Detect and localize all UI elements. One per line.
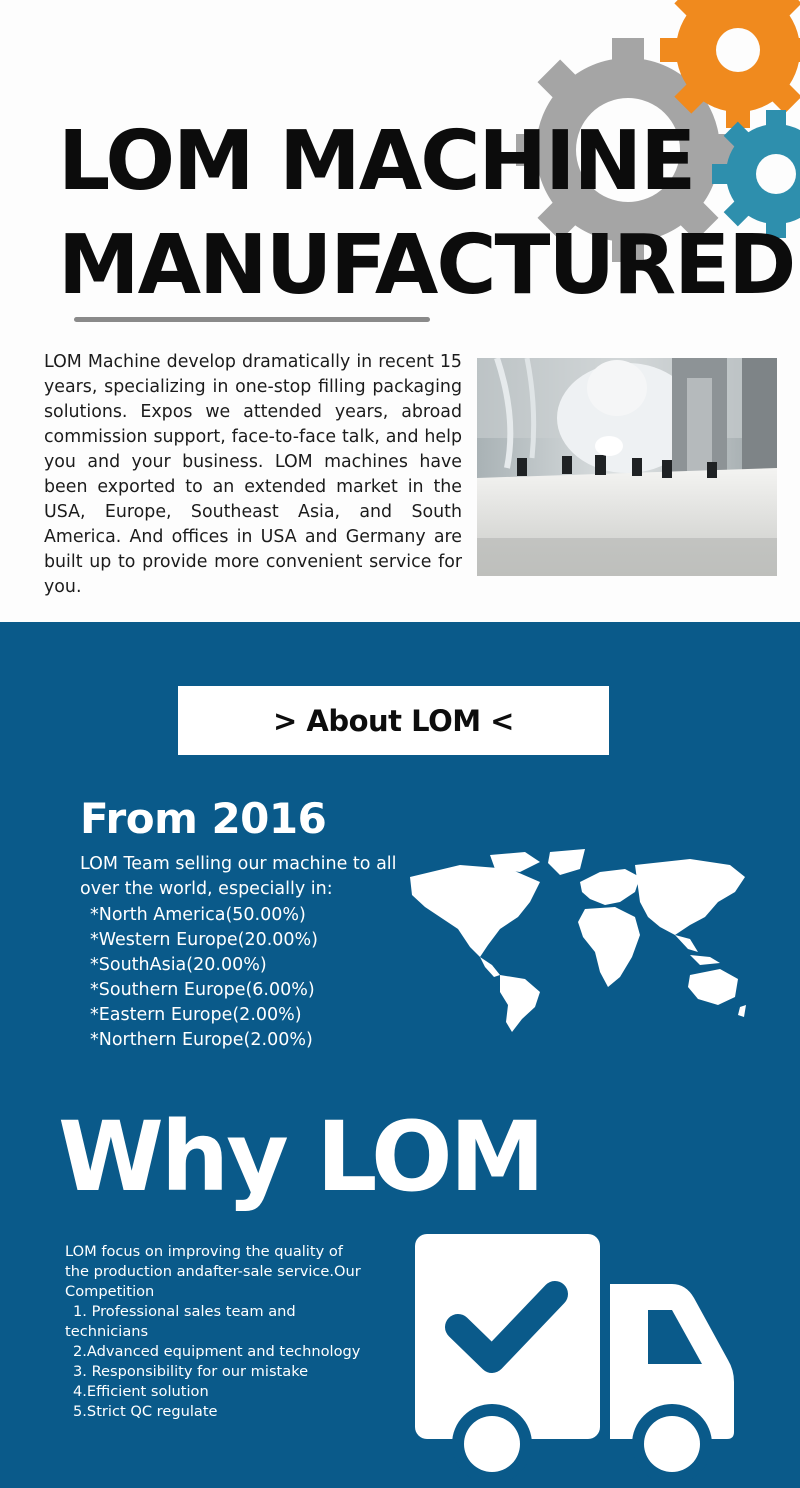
list-item: *Western Europe(20.00%) [90, 930, 319, 950]
why-lom-intro: LOM focus on improving the quality of the production andafter-sale service.Our Competition [65, 1243, 361, 1300]
intro-paragraph: LOM Machine develop dramatically in recent 15 years, specializing in one-stop filling packaging solutions. Expos we attended years, abroad commission support, face-to-face talk, and help you and your business. LOM machines have been exported to an extended market in the USA, Europe, Southeast Asia, and South America. And offices in USA and Germany are built up to provide more convenient service for you. [44, 352, 462, 597]
world-map-icon [400, 847, 750, 1032]
factory-photo [477, 358, 777, 576]
hero-title [58, 110, 798, 318]
list-item: 2.Advanced equipment and technology [73, 1343, 361, 1360]
list-item: *Southern Europe(6.00%) [90, 980, 315, 1000]
list-item: 5.Strict QC regulate [73, 1403, 218, 1420]
market-list [90, 903, 390, 1053]
why-lom-heading: Why LOM [58, 1101, 543, 1213]
about-lom-label: > About LOM < [273, 703, 514, 738]
about-lom-button[interactable] [178, 686, 609, 755]
about-section [0, 622, 800, 1488]
hero-title-line-1: LOM MACHINE [58, 114, 695, 209]
list-item: *North America(50.00%) [90, 905, 306, 925]
since-heading: From 2016 [80, 794, 327, 843]
list-item: *SouthAsia(20.00%) [90, 955, 267, 975]
hero-title-line-2: MANUFACTURED [58, 218, 795, 313]
list-item: *Northern Europe(2.00%) [90, 1030, 313, 1050]
team-paragraph: LOM Team selling our machine to all over the world, especially in: [80, 854, 397, 899]
delivery-truck-check-icon [410, 1232, 740, 1482]
title-divider [74, 317, 430, 322]
list-item: 4.Efficient solution [73, 1383, 209, 1400]
why-lom-text [65, 1242, 365, 1422]
competition-list [65, 1302, 365, 1422]
list-item: 3. Responsibility for our mistake [73, 1363, 309, 1380]
list-item: *Eastern Europe(2.00%) [90, 1005, 302, 1025]
intro-section [0, 0, 800, 622]
list-item: 1. Professional sales team and technicians [65, 1303, 296, 1340]
